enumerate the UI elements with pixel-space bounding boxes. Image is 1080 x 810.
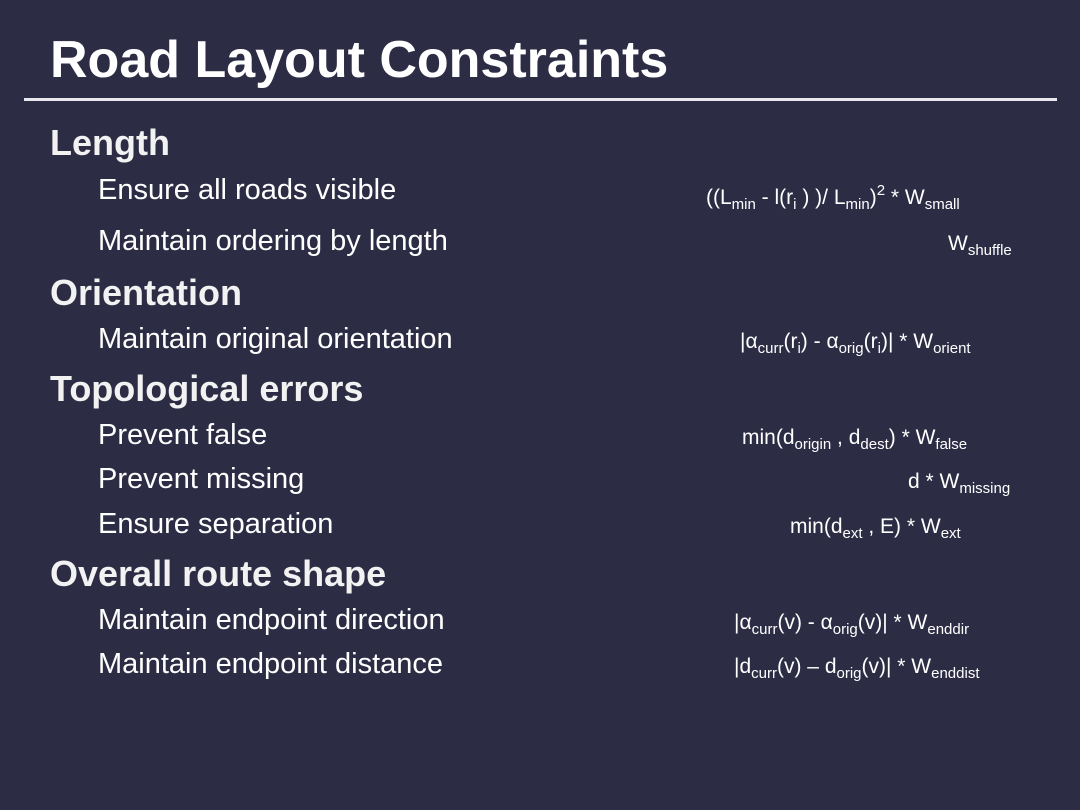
- section-heading-length: Length: [50, 122, 170, 163]
- formula-distance: $|d_{curr}(v) - d_{orig}(v)| * W_{enddist}$: [734, 655, 980, 682]
- formula-missing: d * $W_{missing}$: [908, 470, 1011, 497]
- list-item-prevent-missing: Prevent missing: [98, 463, 305, 495]
- formula-ordering: $W_{shuffle}$: [948, 232, 1012, 259]
- list-item-maintain-orientation: Maintain original orientation: [98, 323, 453, 355]
- list-item-endpoint-direction: Maintain endpoint direction: [98, 604, 445, 636]
- title-divider: [24, 98, 1057, 101]
- list-item-ensure-visible: Ensure all roads visible: [98, 174, 397, 206]
- section-heading-orientation: Orientation: [50, 272, 243, 313]
- alpha-symbol: α: [826, 330, 839, 353]
- formula-visible: (($L_{min} - l(r_i$ ) )/ $L_{min})^2 * W_{small}$: [706, 182, 960, 213]
- list-item-endpoint-distance: Maintain endpoint distance: [98, 648, 444, 680]
- section-heading-topological: Topological errors: [50, 368, 364, 409]
- list-item-ensure-separation: Ensure separation: [98, 508, 334, 540]
- section-heading-route-shape: Overall route shape: [50, 553, 387, 594]
- list-item-maintain-ordering: Maintain ordering by length: [98, 225, 448, 257]
- formula-separation: $\min(d_{ext}$ , $E) * W_{ext}$: [790, 515, 961, 542]
- formula-orientation: $|\alpha_{curr}(r_i) - \alpha_{orig}(r_i)| * W_{orient}$: [740, 330, 971, 357]
- list-item-prevent-false: Prevent false: [98, 419, 268, 451]
- formula-false: $\min(d_{origin}$ , $d_{dest}) * W_{false}$: [742, 426, 968, 453]
- alpha-symbol: α: [745, 330, 758, 353]
- alpha-symbol: α: [820, 611, 833, 634]
- formula-direction: $|\alpha_{curr}(v) - \alpha_{orig}(v)| * W_{enddir}$: [734, 611, 970, 638]
- alpha-symbol: α: [739, 611, 752, 634]
- slide-title: Road Layout Constraints: [50, 31, 669, 89]
